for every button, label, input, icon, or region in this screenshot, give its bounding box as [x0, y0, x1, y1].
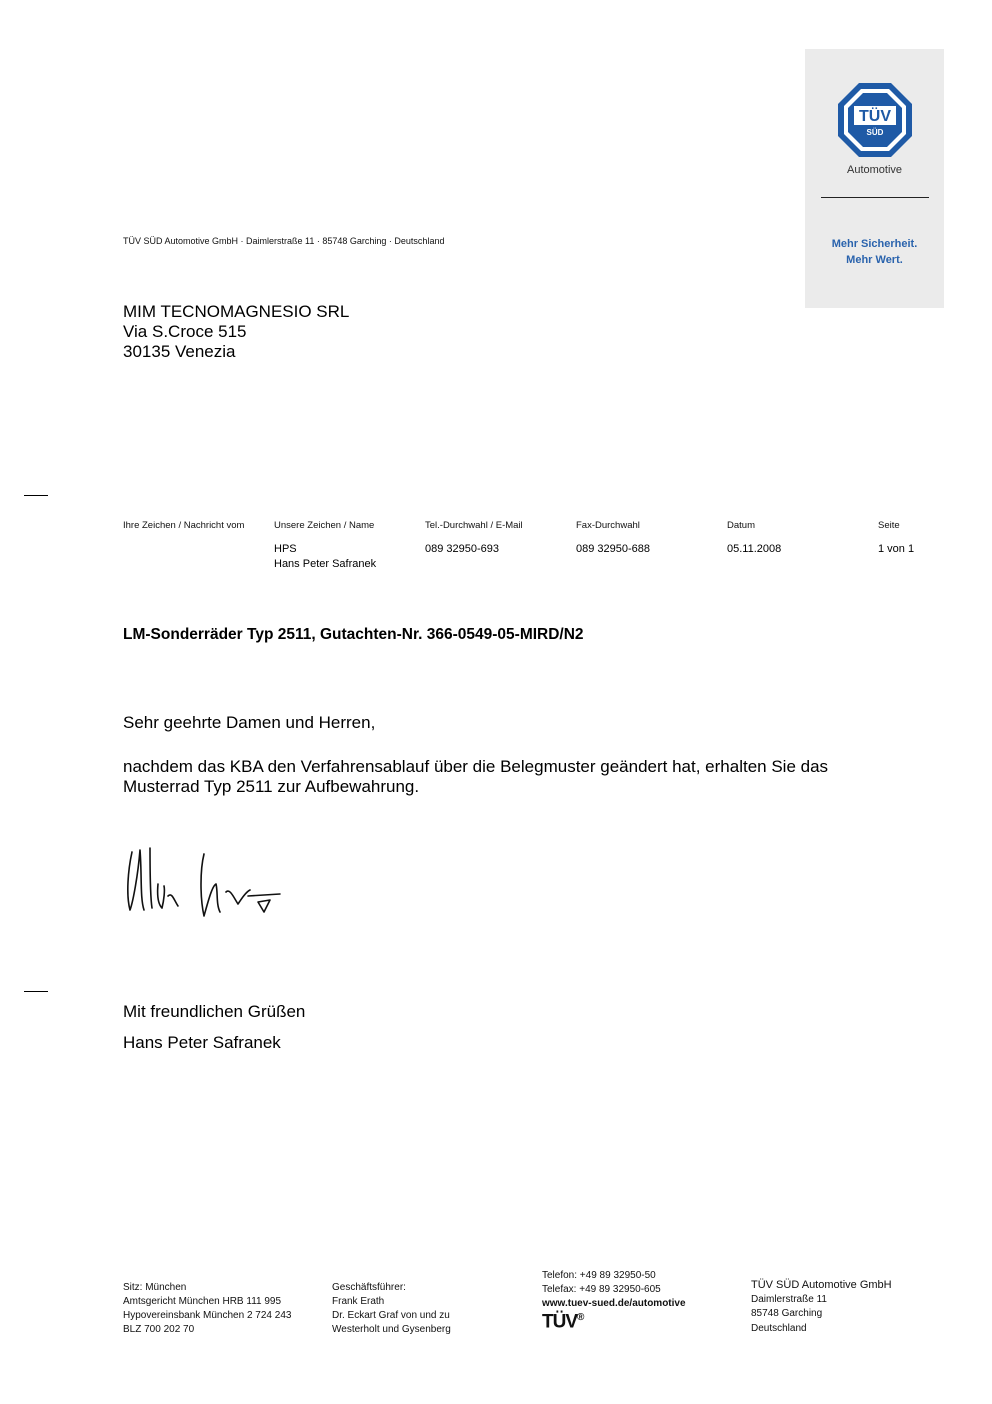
- body-paragraph: [123, 757, 828, 797]
- body-line-2: Musterrad Typ 2511 zur Aufbewahrung.: [123, 777, 420, 796]
- recipient-address: [123, 302, 349, 362]
- footer-tuv-reg: ®: [577, 1312, 584, 1323]
- sender-return-line: TÜV SÜD Automotive GmbH · Daimlerstraße 11 · 85748 Garching · Deutschland: [123, 236, 445, 246]
- ref-header-our-sign: Unsere Zeichen / Name: [274, 520, 375, 531]
- ref-our-sign-code: HPS: [274, 543, 297, 555]
- fold-mark-top: [24, 495, 48, 496]
- footer-court: Amtsgericht München HRB 111 995: [123, 1296, 282, 1307]
- body-line-1: nachdem das KBA den Verfahrensablauf über die Belegmuster geändert hat, erhalten Sie das: [123, 757, 829, 776]
- footer-city: 85748 Garching: [751, 1308, 823, 1319]
- ref-fax: 089 32950-688: [576, 543, 651, 555]
- brand-division: Automotive: [846, 164, 903, 176]
- footer-bank: Hypovereinsbank München 2 724 243: [123, 1310, 292, 1321]
- logo-subtext: SÜD: [866, 128, 884, 137]
- footer-tuv-mark-text: TÜV: [542, 1311, 577, 1333]
- closing-formula: Mit freundlichen Grüßen: [123, 1002, 306, 1021]
- brand-slogan: [805, 236, 944, 268]
- footer-manager-2: Dr. Eckart Graf von und zu: [332, 1310, 450, 1321]
- fold-mark-bottom: [24, 991, 48, 992]
- ref-our-sign: [274, 542, 376, 572]
- tuv-sud-logo-icon: [837, 82, 913, 158]
- ref-header-page: Seite: [878, 520, 900, 531]
- recipient-city: 30135 Venezia: [123, 342, 236, 361]
- footer-contact: [542, 1269, 686, 1333]
- footer-phone: Telefon: +49 89 32950-50: [542, 1270, 656, 1281]
- ref-header-phone: Tel.-Durchwahl / E-Mail: [425, 520, 523, 531]
- recipient-street: Via S.Croce 515: [123, 322, 247, 341]
- salutation: Sehr geehrte Damen und Herren,: [123, 713, 376, 732]
- ref-header-date: Datum: [727, 520, 755, 531]
- footer-manager-2-cont: Westerholt und Gysenberg: [332, 1324, 451, 1335]
- recipient-company: MIM TECNOMAGNESIO SRL: [123, 302, 350, 321]
- logo-text: TÜV: [859, 108, 891, 125]
- footer-website-link[interactable]: www.tuev-sued.de/automotive: [542, 1298, 686, 1309]
- footer-company-name: TÜV SÜD Automotive GmbH: [751, 1279, 892, 1291]
- ref-header-your-sign: Ihre Zeichen / Nachricht vom: [123, 520, 245, 531]
- letter-subject: LM-Sonderräder Typ 2511, Gutachten-Nr. 366-0549-05-MIRD/N2: [123, 626, 584, 643]
- footer-street: Daimlerstraße 11: [751, 1293, 827, 1305]
- footer-blz: BLZ 700 202 70: [123, 1324, 195, 1335]
- slogan-line-1: Mehr Sicherheit.: [831, 238, 918, 250]
- ref-our-name: Hans Peter Safranek: [274, 558, 377, 570]
- signer-name: Hans Peter Safranek: [123, 1033, 281, 1052]
- ref-date: 05.11.2008: [727, 543, 782, 555]
- footer-company-address: [751, 1278, 892, 1336]
- handwritten-signature: [120, 840, 295, 925]
- footer-manager-1: Frank Erath: [332, 1296, 385, 1307]
- footer-management-label: Geschäftsführer:: [332, 1282, 406, 1293]
- footer-management: [332, 1281, 451, 1337]
- footer-tuv-mark: [542, 1311, 686, 1333]
- ref-header-fax: Fax-Durchwahl: [576, 520, 640, 531]
- slogan-line-2: Mehr Wert.: [846, 254, 903, 266]
- ref-phone: 089 32950-693: [425, 543, 500, 555]
- footer-country: Deutschland: [751, 1322, 807, 1334]
- footer-seat: Sitz: München: [123, 1282, 187, 1293]
- footer-registration: [123, 1281, 291, 1337]
- footer-fax: Telefax: +49 89 32950-605: [542, 1284, 661, 1295]
- brand-divider: [821, 197, 929, 198]
- ref-page: 1 von 1: [878, 543, 915, 555]
